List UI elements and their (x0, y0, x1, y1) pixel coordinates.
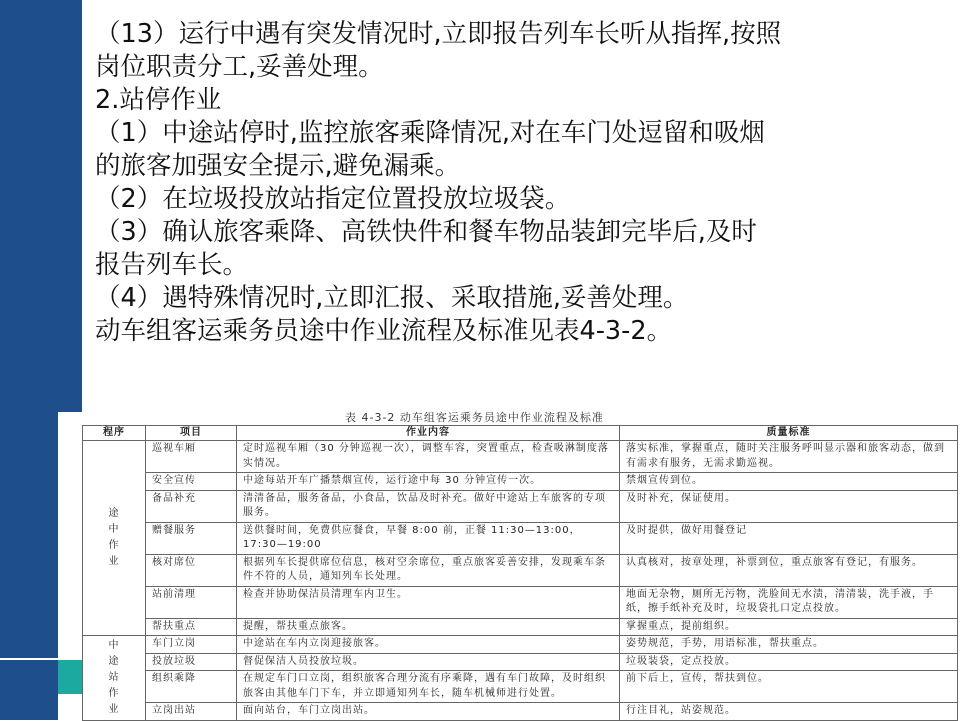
paragraph-line: 动车组客运乘务员途中作业流程及标准见表4-3-2。 (95, 316, 673, 346)
standard-cell: 及时补充，保证使用。 (620, 490, 958, 522)
standard-cell: 姿势规范，手势，用语标准，帮扶重点。 (620, 636, 958, 654)
item-cell: 车门立岗 (146, 636, 237, 654)
paragraph-line: 岗位职责分工,妥善处理。 (95, 52, 384, 82)
content-cell: 中途每站开车广播禁烟宣传，运行途中每 30 分钟宣传一次。 (237, 473, 620, 491)
item-cell: 帮扶重点 (146, 618, 237, 636)
paragraph-line: （4）遇特殊情况时,立即汇报、采取措施,妥善处理。 (95, 283, 689, 313)
content-cell: 根据列车长提供席位信息，核对空余席位，重点旅客妥善安排，发现乘车条件不符的人员，通知列车长处理。 (237, 554, 620, 586)
standard-cell: 及时提供，做好用餐登记 (620, 522, 958, 554)
item-cell: 投放垃圾 (146, 653, 237, 671)
seq-label: 途中作业 (108, 508, 120, 567)
standard-cell: 认真核对，按章处理，补票到位，重点旅客有登记，有服务。 (620, 554, 958, 586)
table-row (83, 653, 958, 671)
content-cell: 送供餐时间，免费供应餐食，早餐 8:00 前，正餐 11:30—13:00，17:30—19:00 (237, 522, 620, 554)
standard-cell: 行注目礼，站姿规范。 (620, 703, 958, 721)
item-cell: 巡视车厢 (146, 441, 237, 473)
seq-label: 中途站作业 (108, 639, 120, 715)
paragraph-line: （2）在垃圾投放站指定位置投放垃圾袋。 (95, 184, 571, 214)
standard-cell: 掌握重点，提前组织。 (620, 618, 958, 636)
table-body (83, 441, 958, 721)
item-cell: 立岗出站 (146, 703, 237, 721)
table-header-row (83, 426, 958, 441)
content-cell: 中途站在车内立岗迎接旅客。 (237, 636, 620, 654)
left-blue-band-edge (58, 0, 82, 412)
item-cell: 组织乘降 (146, 671, 237, 703)
item-cell: 核对席位 (146, 554, 237, 586)
seq-cell (83, 636, 146, 721)
table-row (83, 473, 958, 491)
standard-cell: 前下后上，宣传，帮扶到位。 (620, 671, 958, 703)
table-row (83, 671, 958, 703)
paragraph-line: （3）确认旅客乘降、高铁快件和餐车物品装卸完毕后,及时 (95, 217, 757, 247)
content-cell: 在规定车门口立岗，组织旅客合理分流有序乘降，遇有车门故障，及时组织旅客由其他车门下车，并立即通知列车长，随车机械师进行处置。 (237, 671, 620, 703)
content-cell: 清清备品，服务备品，小食品，饮品及时补充。做好中途站上车旅客的专项服务。 (237, 490, 620, 522)
table-row (83, 522, 958, 554)
paragraph-line: 报告列车长。 (95, 250, 249, 280)
section-heading: 2.站停作业 (95, 85, 222, 115)
content-cell: 督促保洁人员投放垃圾。 (237, 653, 620, 671)
slide-body-text (95, 18, 950, 348)
item-cell: 安全宣传 (146, 473, 237, 491)
table-row (83, 490, 958, 522)
left-blue-band (0, 0, 58, 658)
header-content: 作业内容 (237, 426, 620, 441)
teal-accent-block (58, 660, 82, 694)
seq-cell (83, 441, 146, 636)
content-cell: 提醒，帮扶重点旅客。 (237, 618, 620, 636)
item-cell: 备品补充 (146, 490, 237, 522)
content-cell: 面向站台，车门立岗出站。 (237, 703, 620, 721)
paragraph-line: （1）中途站停时,监控旅客乘降情况,对在车门处逗留和吸烟 (95, 118, 765, 148)
table-row (83, 554, 958, 586)
header-item: 项目 (146, 426, 237, 441)
item-cell: 站前清理 (146, 586, 237, 618)
paragraph-line: （13）运行中遇有突发情况时,立即报告列车长听从指挥,按照 (95, 19, 782, 49)
table-row (83, 441, 958, 473)
left-blue-band-bottom (0, 660, 58, 720)
process-table (82, 425, 958, 721)
content-cell: 定时巡视车厢（30 分钟巡视一次），调整车容，突置重点，检查吸淋制度落实情况。 (237, 441, 620, 473)
header-standard: 质量标准 (620, 426, 958, 441)
standard-cell: 落实标准，掌握重点，随时关注服务呼叫显示器和旅客动态，做到有需求有服务，无需求勤巡视。 (620, 441, 958, 473)
table-caption: 表 4-3-2 动车组客运乘务员途中作业流程及标准 (345, 411, 604, 424)
paragraph-line: 的旅客加强安全提示,避免漏乘。 (95, 151, 461, 181)
item-cell: 赠餐服务 (146, 522, 237, 554)
content-cell: 检查并协助保洁员清理车内卫生。 (237, 586, 620, 618)
table-row (83, 703, 958, 721)
table-row (83, 586, 958, 618)
standard-cell: 禁烟宣传到位。 (620, 473, 958, 491)
standard-cell: 垃圾装袋，定点投放。 (620, 653, 958, 671)
standard-cell: 地面无杂物，厕所无污物，洗脸间无水渍，清清装，洗手液，手纸，擦手纸补充及时，垃圾袋扎口定点投放。 (620, 586, 958, 618)
table-row (83, 636, 958, 654)
table-row (83, 618, 958, 636)
header-seq: 程序 (83, 426, 146, 441)
